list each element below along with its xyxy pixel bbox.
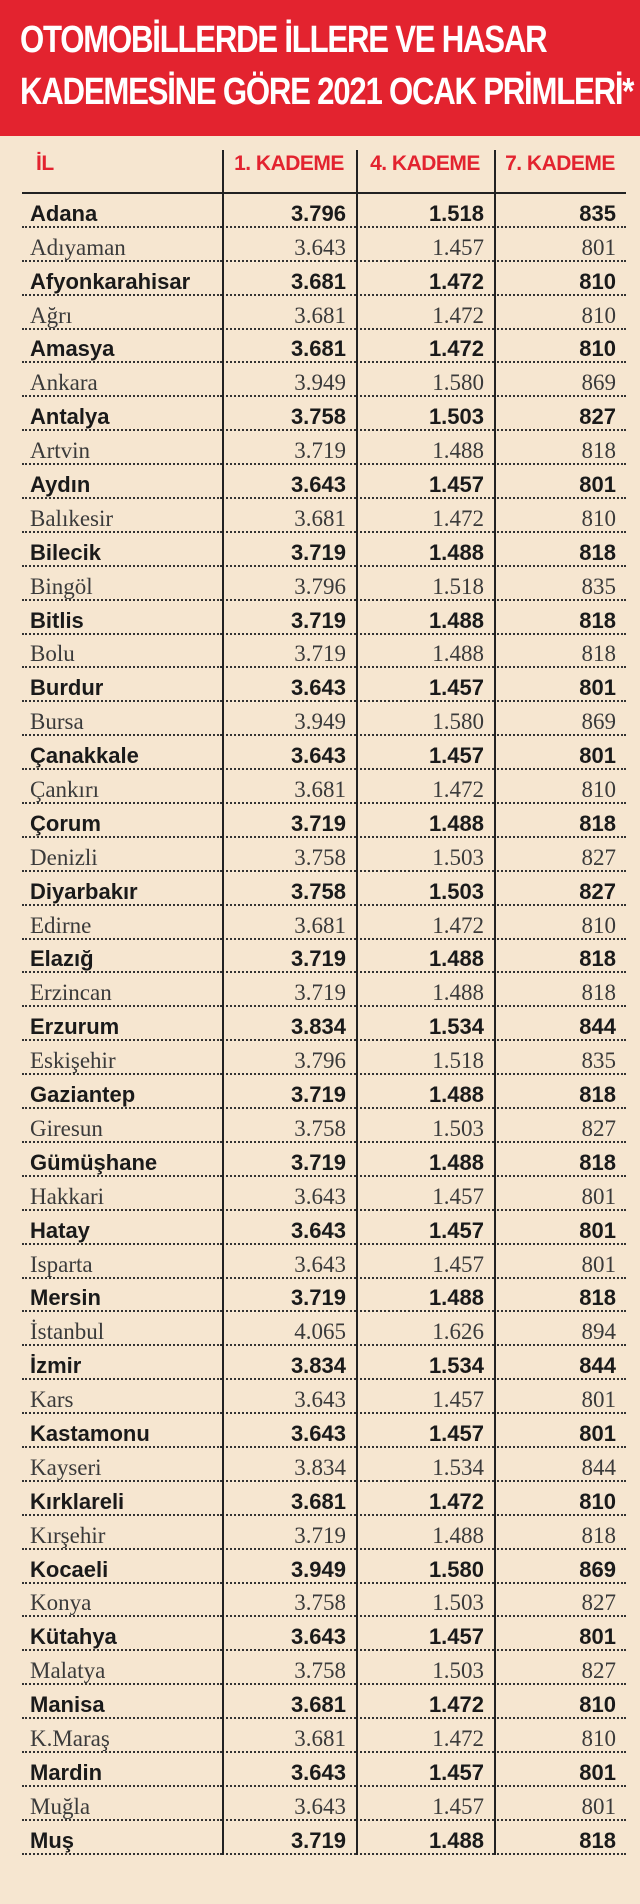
table-row xyxy=(22,1007,626,1041)
cell-kademe-7: 810 xyxy=(494,912,626,940)
column-header-kademe-1: 1. KADEME xyxy=(234,152,344,175)
cell-il: Afyonkarahisar xyxy=(22,268,222,296)
cell-il: Giresun xyxy=(22,1115,222,1143)
cell-kademe-7: 827 xyxy=(494,1115,626,1143)
cell-kademe-7: 810 xyxy=(494,1691,626,1719)
cell-il: Antalya xyxy=(22,403,222,431)
cell-il: Manisa xyxy=(22,1691,222,1719)
cell-kademe-7: 818 xyxy=(494,437,626,465)
table-row xyxy=(22,1177,626,1211)
table-row xyxy=(22,702,626,736)
cell-kademe-1: 3.681 xyxy=(222,268,356,296)
cell-kademe-7: 818 xyxy=(494,1284,626,1312)
cell-kademe-7: 827 xyxy=(494,1589,626,1617)
table-row xyxy=(22,194,626,228)
table-row xyxy=(22,1482,626,1516)
cell-il: Elazığ xyxy=(22,945,222,973)
cell-kademe-1: 3.796 xyxy=(222,573,356,601)
cell-kademe-1: 3.758 xyxy=(222,1115,356,1143)
cell-il: Erzincan xyxy=(22,979,222,1007)
cell-kademe-7: 818 xyxy=(494,607,626,635)
cell-kademe-4: 1.472 xyxy=(356,1691,494,1719)
table-row xyxy=(22,431,626,465)
cell-il: Erzurum xyxy=(22,1013,222,1041)
cell-il: Bitlis xyxy=(22,607,222,635)
cell-kademe-1: 3.758 xyxy=(222,878,356,906)
cell-kademe-4: 1.488 xyxy=(356,640,494,668)
cell-il: Çanakkale xyxy=(22,742,222,770)
cell-il: Kütahya xyxy=(22,1623,222,1651)
cell-kademe-7: 810 xyxy=(494,1488,626,1516)
cell-kademe-4: 1.488 xyxy=(356,1149,494,1177)
table-row xyxy=(22,499,626,533)
table-row xyxy=(22,1041,626,1075)
cell-kademe-4: 1.580 xyxy=(356,708,494,736)
table-row xyxy=(22,1821,626,1855)
cell-kademe-1: 3.681 xyxy=(222,505,356,533)
cell-kademe-7: 827 xyxy=(494,1657,626,1685)
cell-il: Isparta xyxy=(22,1251,222,1279)
cell-kademe-7: 818 xyxy=(494,1081,626,1109)
cell-il: İstanbul xyxy=(22,1318,222,1346)
table-row xyxy=(22,296,626,330)
cell-il: Edirne xyxy=(22,912,222,940)
title-line-2: KADEMESİNE GÖRE 2021 OCAK PRİMLERİ* xyxy=(20,71,634,113)
cell-kademe-4: 1.472 xyxy=(356,1725,494,1753)
table-row xyxy=(22,1753,626,1787)
cell-kademe-7: 818 xyxy=(494,945,626,973)
cell-il: Bilecik xyxy=(22,539,222,567)
cell-kademe-1: 3.949 xyxy=(222,369,356,397)
cell-kademe-4: 1.488 xyxy=(356,979,494,1007)
cell-kademe-4: 1.534 xyxy=(356,1013,494,1041)
column-divider xyxy=(356,150,358,1855)
cell-kademe-1: 3.643 xyxy=(222,471,356,499)
cell-il: Artvin xyxy=(22,437,222,465)
cell-kademe-7: 801 xyxy=(494,1759,626,1787)
cell-kademe-1: 3.643 xyxy=(222,1623,356,1651)
cell-kademe-1: 3.758 xyxy=(222,1589,356,1617)
cell-kademe-1: 3.719 xyxy=(222,1081,356,1109)
cell-il: Mersin xyxy=(22,1284,222,1312)
cell-kademe-1: 3.834 xyxy=(222,1454,356,1482)
cell-il: K.Maraş xyxy=(22,1725,222,1753)
cell-kademe-7: 818 xyxy=(494,1827,626,1855)
cell-kademe-4: 1.457 xyxy=(356,1217,494,1245)
cell-il: Gümüşhane xyxy=(22,1149,222,1177)
cell-kademe-1: 3.719 xyxy=(222,1149,356,1177)
column-header-kademe-4: 4. KADEME xyxy=(370,152,480,175)
page-title xyxy=(0,0,640,136)
table-row xyxy=(22,228,626,262)
cell-kademe-1: 3.719 xyxy=(222,640,356,668)
cell-il: Eskişehir xyxy=(22,1047,222,1075)
cell-kademe-7: 801 xyxy=(494,674,626,702)
table-row xyxy=(22,1380,626,1414)
cell-kademe-1: 3.681 xyxy=(222,302,356,330)
cell-kademe-7: 844 xyxy=(494,1013,626,1041)
cell-kademe-1: 3.643 xyxy=(222,1183,356,1211)
cell-kademe-4: 1.488 xyxy=(356,1827,494,1855)
cell-il: Kırklareli xyxy=(22,1488,222,1516)
table-row xyxy=(22,397,626,431)
column-divider xyxy=(222,150,224,1855)
cell-kademe-1: 3.758 xyxy=(222,844,356,872)
cell-kademe-4: 1.457 xyxy=(356,1759,494,1787)
cell-kademe-7: 801 xyxy=(494,742,626,770)
cell-kademe-1: 3.681 xyxy=(222,776,356,804)
cell-kademe-4: 1.472 xyxy=(356,505,494,533)
cell-kademe-4: 1.457 xyxy=(356,234,494,262)
cell-il: Amasya xyxy=(22,335,222,363)
cell-kademe-1: 3.643 xyxy=(222,234,356,262)
table-row xyxy=(22,872,626,906)
cell-kademe-1: 3.681 xyxy=(222,912,356,940)
cell-kademe-7: 810 xyxy=(494,1725,626,1753)
cell-kademe-1: 3.719 xyxy=(222,1827,356,1855)
cell-il: Bolu xyxy=(22,640,222,668)
cell-kademe-4: 1.518 xyxy=(356,200,494,228)
table-row xyxy=(22,1787,626,1821)
cell-il: Gaziantep xyxy=(22,1081,222,1109)
column-divider xyxy=(494,150,496,1855)
table-row xyxy=(22,1448,626,1482)
cell-il: Kastamonu xyxy=(22,1420,222,1448)
cell-kademe-4: 1.457 xyxy=(356,1183,494,1211)
cell-kademe-7: 827 xyxy=(494,878,626,906)
cell-kademe-1: 3.643 xyxy=(222,674,356,702)
cell-kademe-4: 1.503 xyxy=(356,403,494,431)
cell-kademe-1: 3.643 xyxy=(222,1251,356,1279)
cell-il: Çorum xyxy=(22,810,222,838)
cell-kademe-4: 1.488 xyxy=(356,437,494,465)
cell-kademe-7: 869 xyxy=(494,369,626,397)
cell-kademe-4: 1.488 xyxy=(356,945,494,973)
cell-kademe-7: 801 xyxy=(494,1183,626,1211)
cell-kademe-7: 835 xyxy=(494,573,626,601)
cell-kademe-1: 3.643 xyxy=(222,1793,356,1821)
table-row xyxy=(22,1617,626,1651)
cell-kademe-7: 801 xyxy=(494,1251,626,1279)
cell-kademe-7: 827 xyxy=(494,403,626,431)
table-row xyxy=(22,1109,626,1143)
premium-table xyxy=(0,136,640,1855)
cell-kademe-1: 3.643 xyxy=(222,1759,356,1787)
cell-kademe-4: 1.580 xyxy=(356,369,494,397)
cell-kademe-1: 3.719 xyxy=(222,979,356,1007)
cell-kademe-1: 3.949 xyxy=(222,1556,356,1584)
table-row xyxy=(22,838,626,872)
cell-il: Balıkesir xyxy=(22,505,222,533)
cell-kademe-4: 1.503 xyxy=(356,844,494,872)
cell-kademe-1: 3.719 xyxy=(222,1522,356,1550)
cell-il: Mardin xyxy=(22,1759,222,1787)
table-row xyxy=(22,1719,626,1753)
table-row xyxy=(22,635,626,669)
cell-kademe-4: 1.518 xyxy=(356,1047,494,1075)
column-header-il: İL xyxy=(36,152,54,175)
cell-kademe-4: 1.626 xyxy=(356,1318,494,1346)
cell-il: Diyarbakır xyxy=(22,878,222,906)
table-row xyxy=(22,1143,626,1177)
cell-il: Adana xyxy=(22,200,222,228)
table-row xyxy=(22,1279,626,1313)
column-header-kademe-7: 7. KADEME xyxy=(505,152,615,175)
cell-kademe-4: 1.503 xyxy=(356,1589,494,1617)
cell-kademe-7: 810 xyxy=(494,335,626,363)
cell-kademe-7: 894 xyxy=(494,1318,626,1346)
cell-kademe-4: 1.457 xyxy=(356,1386,494,1414)
cell-kademe-4: 1.518 xyxy=(356,573,494,601)
cell-kademe-1: 3.643 xyxy=(222,1420,356,1448)
cell-il: Aydın xyxy=(22,471,222,499)
cell-kademe-1: 3.719 xyxy=(222,945,356,973)
cell-kademe-1: 3.758 xyxy=(222,403,356,431)
cell-il: Konya xyxy=(22,1589,222,1617)
cell-kademe-7: 801 xyxy=(494,1793,626,1821)
cell-il: Adıyaman xyxy=(22,234,222,262)
cell-kademe-4: 1.488 xyxy=(356,607,494,635)
table-row xyxy=(22,1414,626,1448)
cell-kademe-4: 1.472 xyxy=(356,302,494,330)
cell-kademe-1: 3.643 xyxy=(222,1386,356,1414)
cell-kademe-7: 844 xyxy=(494,1352,626,1380)
cell-kademe-7: 818 xyxy=(494,979,626,1007)
cell-kademe-4: 1.488 xyxy=(356,1522,494,1550)
cell-il: Kırşehir xyxy=(22,1522,222,1550)
cell-il: Ağrı xyxy=(22,302,222,330)
table-row xyxy=(22,533,626,567)
cell-kademe-1: 3.681 xyxy=(222,335,356,363)
cell-kademe-1: 3.834 xyxy=(222,1013,356,1041)
cell-kademe-4: 1.457 xyxy=(356,742,494,770)
cell-kademe-4: 1.503 xyxy=(356,1115,494,1143)
cell-kademe-7: 801 xyxy=(494,1420,626,1448)
cell-kademe-7: 801 xyxy=(494,1217,626,1245)
cell-kademe-1: 3.796 xyxy=(222,200,356,228)
cell-kademe-4: 1.488 xyxy=(356,1081,494,1109)
cell-kademe-7: 869 xyxy=(494,1556,626,1584)
table-row xyxy=(22,363,626,397)
table-row xyxy=(22,736,626,770)
cell-kademe-1: 3.719 xyxy=(222,1284,356,1312)
table-row xyxy=(22,1516,626,1550)
cell-il: İzmir xyxy=(22,1352,222,1380)
cell-il: Çankırı xyxy=(22,776,222,804)
table-row xyxy=(22,770,626,804)
cell-kademe-4: 1.457 xyxy=(356,1623,494,1651)
cell-kademe-7: 801 xyxy=(494,1623,626,1651)
title-line-1: OTOMOBİLLERDE İLLERE VE HASAR xyxy=(20,19,547,61)
cell-kademe-4: 1.457 xyxy=(356,1793,494,1821)
cell-kademe-7: 818 xyxy=(494,810,626,838)
cell-il: Bursa xyxy=(22,708,222,736)
cell-kademe-7: 869 xyxy=(494,708,626,736)
table-row xyxy=(22,804,626,838)
cell-kademe-1: 3.643 xyxy=(222,742,356,770)
table-body xyxy=(22,194,626,1855)
cell-il: Burdur xyxy=(22,674,222,702)
table-row xyxy=(22,1312,626,1346)
cell-il: Malatya xyxy=(22,1657,222,1685)
cell-il: Muş xyxy=(22,1827,222,1855)
cell-kademe-7: 835 xyxy=(494,1047,626,1075)
cell-il: Bingöl xyxy=(22,573,222,601)
cell-kademe-1: 3.643 xyxy=(222,1217,356,1245)
cell-kademe-4: 1.503 xyxy=(356,878,494,906)
cell-kademe-4: 1.503 xyxy=(356,1657,494,1685)
cell-kademe-4: 1.472 xyxy=(356,776,494,804)
cell-kademe-4: 1.457 xyxy=(356,674,494,702)
cell-kademe-7: 810 xyxy=(494,268,626,296)
table-row xyxy=(22,262,626,296)
cell-kademe-1: 3.949 xyxy=(222,708,356,736)
cell-kademe-7: 818 xyxy=(494,1149,626,1177)
table-row xyxy=(22,1550,626,1584)
table-row xyxy=(22,465,626,499)
cell-kademe-1: 3.681 xyxy=(222,1691,356,1719)
cell-kademe-1: 3.681 xyxy=(222,1725,356,1753)
cell-il: Hatay xyxy=(22,1217,222,1245)
cell-kademe-1: 3.719 xyxy=(222,607,356,635)
cell-kademe-7: 810 xyxy=(494,302,626,330)
cell-kademe-4: 1.472 xyxy=(356,912,494,940)
cell-il: Hakkari xyxy=(22,1183,222,1211)
cell-kademe-1: 3.719 xyxy=(222,437,356,465)
cell-kademe-1: 3.719 xyxy=(222,539,356,567)
cell-il: Ankara xyxy=(22,369,222,397)
table-row xyxy=(22,940,626,974)
cell-il: Muğla xyxy=(22,1793,222,1821)
table-row xyxy=(22,1245,626,1279)
cell-kademe-4: 1.580 xyxy=(356,1556,494,1584)
table-row xyxy=(22,906,626,940)
cell-kademe-7: 810 xyxy=(494,776,626,804)
cell-kademe-1: 3.681 xyxy=(222,1488,356,1516)
cell-il: Kocaeli xyxy=(22,1556,222,1584)
cell-kademe-4: 1.472 xyxy=(356,335,494,363)
cell-kademe-4: 1.472 xyxy=(356,1488,494,1516)
cell-kademe-4: 1.488 xyxy=(356,1284,494,1312)
cell-il: Denizli xyxy=(22,844,222,872)
cell-kademe-7: 818 xyxy=(494,539,626,567)
table-row xyxy=(22,330,626,364)
table-row xyxy=(22,1211,626,1245)
cell-kademe-7: 818 xyxy=(494,1522,626,1550)
table-row xyxy=(22,1075,626,1109)
cell-il: Kayseri xyxy=(22,1454,222,1482)
cell-kademe-4: 1.457 xyxy=(356,1420,494,1448)
cell-kademe-7: 818 xyxy=(494,640,626,668)
cell-kademe-4: 1.457 xyxy=(356,471,494,499)
cell-kademe-7: 801 xyxy=(494,471,626,499)
table-row xyxy=(22,1584,626,1618)
cell-kademe-4: 1.472 xyxy=(356,268,494,296)
cell-kademe-4: 1.457 xyxy=(356,1251,494,1279)
cell-kademe-4: 1.534 xyxy=(356,1352,494,1380)
cell-kademe-1: 3.719 xyxy=(222,810,356,838)
cell-kademe-7: 835 xyxy=(494,200,626,228)
cell-kademe-1: 3.758 xyxy=(222,1657,356,1685)
cell-kademe-7: 801 xyxy=(494,1386,626,1414)
table-row xyxy=(22,1651,626,1685)
table-row xyxy=(22,668,626,702)
table-row xyxy=(22,973,626,1007)
table-row xyxy=(22,567,626,601)
cell-kademe-1: 3.834 xyxy=(222,1352,356,1380)
table-row xyxy=(22,1346,626,1380)
cell-kademe-1: 4.065 xyxy=(222,1318,356,1346)
table-header xyxy=(22,136,626,194)
table-row xyxy=(22,601,626,635)
cell-kademe-4: 1.488 xyxy=(356,539,494,567)
cell-kademe-7: 801 xyxy=(494,234,626,262)
cell-kademe-1: 3.796 xyxy=(222,1047,356,1075)
cell-kademe-4: 1.534 xyxy=(356,1454,494,1482)
cell-kademe-7: 827 xyxy=(494,844,626,872)
cell-il: Kars xyxy=(22,1386,222,1414)
cell-kademe-4: 1.488 xyxy=(356,810,494,838)
table-row xyxy=(22,1685,626,1719)
cell-kademe-7: 844 xyxy=(494,1454,626,1482)
cell-kademe-7: 810 xyxy=(494,505,626,533)
